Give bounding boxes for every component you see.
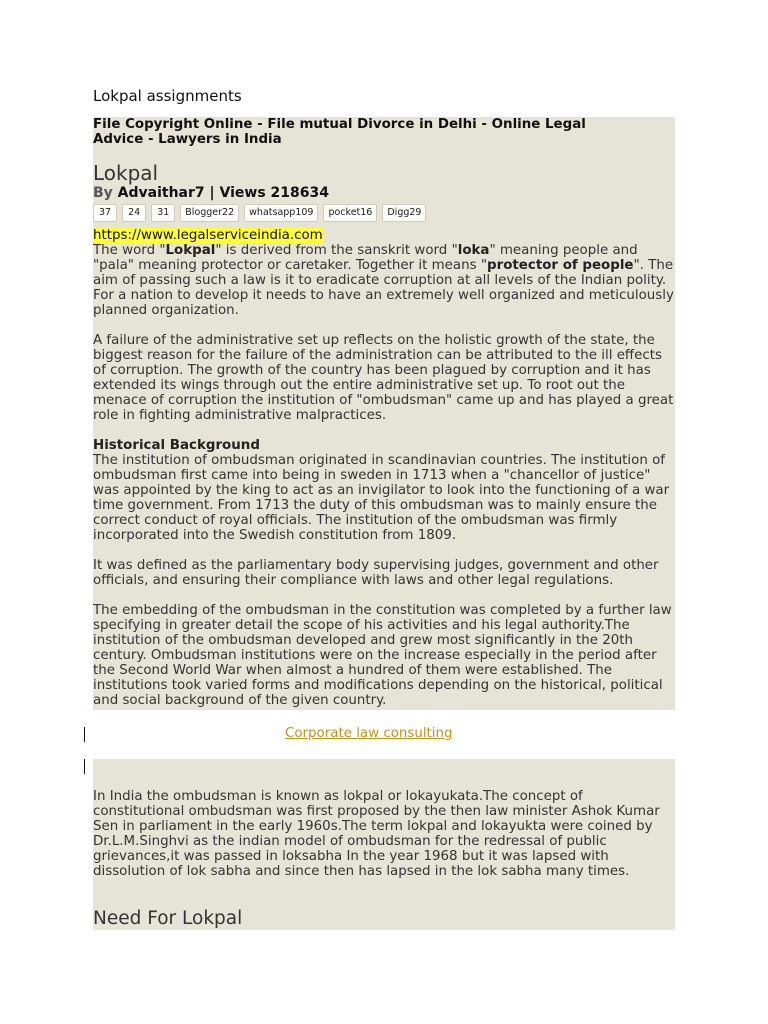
document-title: Lokpal assignments — [93, 87, 242, 105]
author-views[interactable]: Advaithar7 | Views 218634 — [117, 185, 329, 201]
paragraph-india: In India the ombudsman is known as lokpal or lokayukata.The concept of constitutional ombudsman was first proposed by the then law minister Ashok Kumar Sen in parliament in the early 1960s.The term lokpal and lokayukta were coined by Dr.L.M.Singhvi as the indian model of ombudsman for the redressal of public grievances,it was passed in loksabha In the year 1968 but it was lapsed with dissolution of lok sabha and since then has lapsed in the lok sabha many times. — [93, 789, 660, 879]
article-panel — [93, 117, 675, 710]
article-panel-continued — [93, 759, 675, 930]
intro-bold-protector: protector of people — [487, 258, 634, 273]
intro-text-1: The word " — [93, 243, 166, 258]
text-cursor — [84, 727, 85, 742]
article-title: Lokpal — [93, 161, 159, 185]
intro-bold-loka: loka — [457, 243, 490, 258]
share-count-3[interactable]: 31 — [151, 204, 175, 222]
corporate-law-link[interactable]: Corporate law consulting — [285, 726, 453, 741]
by-label: By — [93, 185, 113, 201]
text-cursor — [84, 759, 85, 774]
share-count-2[interactable]: 24 — [122, 204, 146, 222]
source-url[interactable]: https://www.legalserviceindia.com — [93, 228, 323, 243]
intro-text-4: ". The aim of passing such a law is it to eradicate corruption at all levels of the Indian polity. For a nation to develop it needs to have an extremely well organized and meticulously planned organization. — [93, 258, 674, 318]
intro-paragraph — [93, 243, 675, 318]
paragraph-failure: A failure of the administrative set up reflects on the holistic growth of the state, the biggest reason for the failure of the administration can be attributed to the ill effects of corruption. The growth of the country has been plagued by corruption and it has extended its wings through out the entire administrative set up. To root out the menace of corruption the institution of "ombudsman" came up and has played a great role in fighting administrative malpractices. — [93, 333, 674, 423]
paragraph-definition: It was defined as the parliamentary body supervising judges, government and other officials, and ensuring their compliance with laws and other legal regulations. — [93, 558, 659, 588]
paragraph-origin: The institution of ombudsman originated in scandinavian countries. The institution of ombudsman first came into being in sweden in 1713 when a "chancellor of justice" was appointed by the king to act as an invigilator to look into the functioning of a war time government. From 1713 the duty of this ombudsman was to mainly ensure the correct conduct of royal officials. The institution of the ombudsman was firmly incorporated into the Swedish constitution from 1809. — [93, 453, 670, 543]
share-bar — [93, 204, 675, 222]
share-count-1[interactable]: 37 — [93, 204, 117, 222]
site-header-title[interactable]: File Copyright Online - File mutual Divorce in Delhi - Online Legal Advice - Lawyers in India — [93, 117, 586, 147]
section-heading-need: Need For Lokpal — [93, 908, 243, 929]
pocket-share-button[interactable]: pocket16 — [323, 204, 377, 222]
blogger-share-button[interactable]: Blogger22 — [180, 204, 239, 222]
intro-bold-lokpal: Lokpal — [165, 243, 216, 258]
paragraph-embedding: The embedding of the ombudsman in the constitution was completed by a further law specifying in greater detail the scope of his activities and his legal authority.The institution of the ombudsman developed and grew most significantly in the 20th century. Ombudsman institutions were on the increase especially in the period after the Second World War when almost a hundred of them were established. The institutions took varied forms and modifications depending on the historical, political and social background of the given country. — [93, 603, 672, 708]
byline — [93, 185, 675, 202]
intro-text-2: " is derived from the sanskrit word " — [215, 243, 458, 258]
section-heading-historical: Historical Background — [93, 438, 260, 453]
digg-share-button[interactable]: Digg29 — [382, 204, 426, 222]
whatsapp-share-button[interactable]: whatsapp109 — [244, 204, 318, 222]
intro-text-3: " meaning people and "pala" meaning protector or caretaker. Together it means " — [93, 243, 638, 273]
